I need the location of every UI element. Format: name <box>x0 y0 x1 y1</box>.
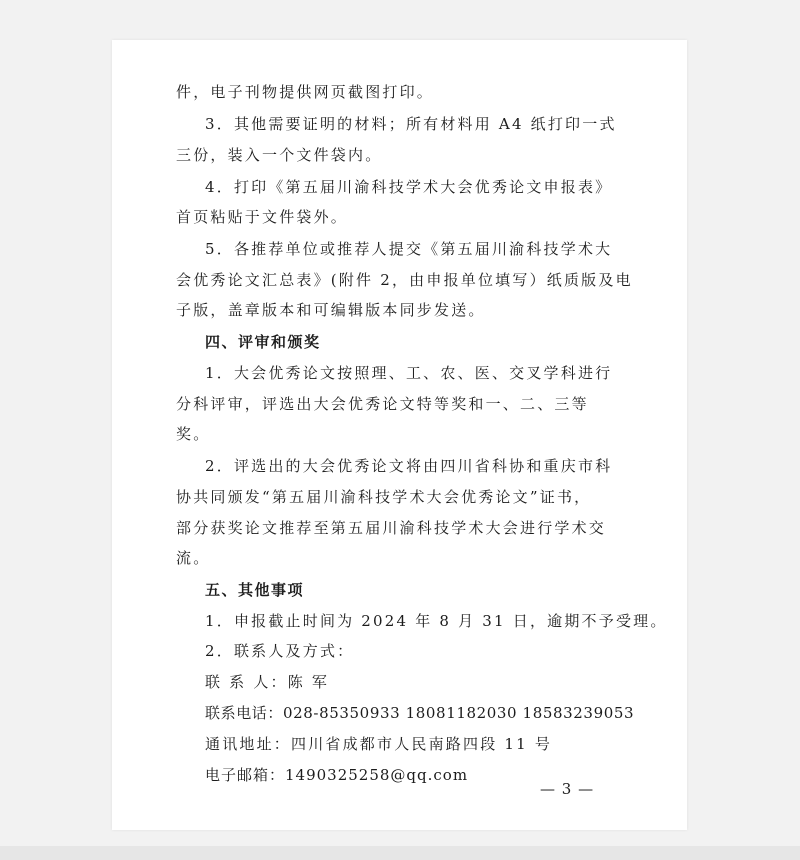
text-line: 5．各推荐单位或推荐人提交《第五届川渝科技学术大 <box>205 240 613 258</box>
text-line: 子版，盖章版本和可编辑版本同步发送。 <box>176 301 486 319</box>
section-heading: 五、其他事项 <box>205 581 305 599</box>
text-line: 1．大会优秀论文按照理、工、农、医、交叉学科进行 <box>205 364 613 382</box>
text-line: 部分获奖论文推荐至第五届川渝科技学术大会进行学术交 <box>176 519 607 537</box>
text-line: 2．联系人及方式： <box>205 642 355 660</box>
text-line: 2．评选出的大会优秀论文将由四川省科协和重庆市科 <box>205 457 613 475</box>
viewer-bottom-bar <box>0 846 800 860</box>
text-line: 4．打印《第五届川渝科技学术大会优秀论文申报表》 <box>205 178 613 196</box>
contact-phone: 联系电话：028-85350933 18081182030 18583239053 <box>205 704 635 722</box>
contact-address: 通讯地址：四川省成都市人民南路四段 11 号 <box>205 735 553 753</box>
contact-email: 电子邮箱：1490325258@qq.com <box>205 766 469 784</box>
text-line: 协共同颁发“第五届川渝科技学术大会优秀论文”证书， <box>176 488 592 506</box>
contact-person: 联 系 人：陈 军 <box>205 673 330 691</box>
text-line: 奖。 <box>176 425 211 443</box>
text-line: 流。 <box>176 549 211 567</box>
text-line: 首页粘贴于文件袋外。 <box>176 208 349 226</box>
text-line: 会优秀论文汇总表》(附件 2，由申报单位填写）纸质版及电 <box>176 271 633 289</box>
text-line: 三份，装入一个文件袋内。 <box>176 146 383 164</box>
text-line: 1．申报截止时间为 2024 年 8 月 31 日，逾期不予受理。 <box>205 612 668 630</box>
text-line: 分科评审，评选出大会优秀论文特等奖和一、二、三等 <box>176 395 589 413</box>
page-number: — 3 — <box>540 780 595 798</box>
text-line: 3．其他需要证明的材料；所有材料用 A4 纸打印一式 <box>205 115 617 133</box>
section-heading: 四、评审和颁奖 <box>205 333 321 351</box>
text-line: 件，电子刊物提供网页截图打印。 <box>176 83 435 101</box>
